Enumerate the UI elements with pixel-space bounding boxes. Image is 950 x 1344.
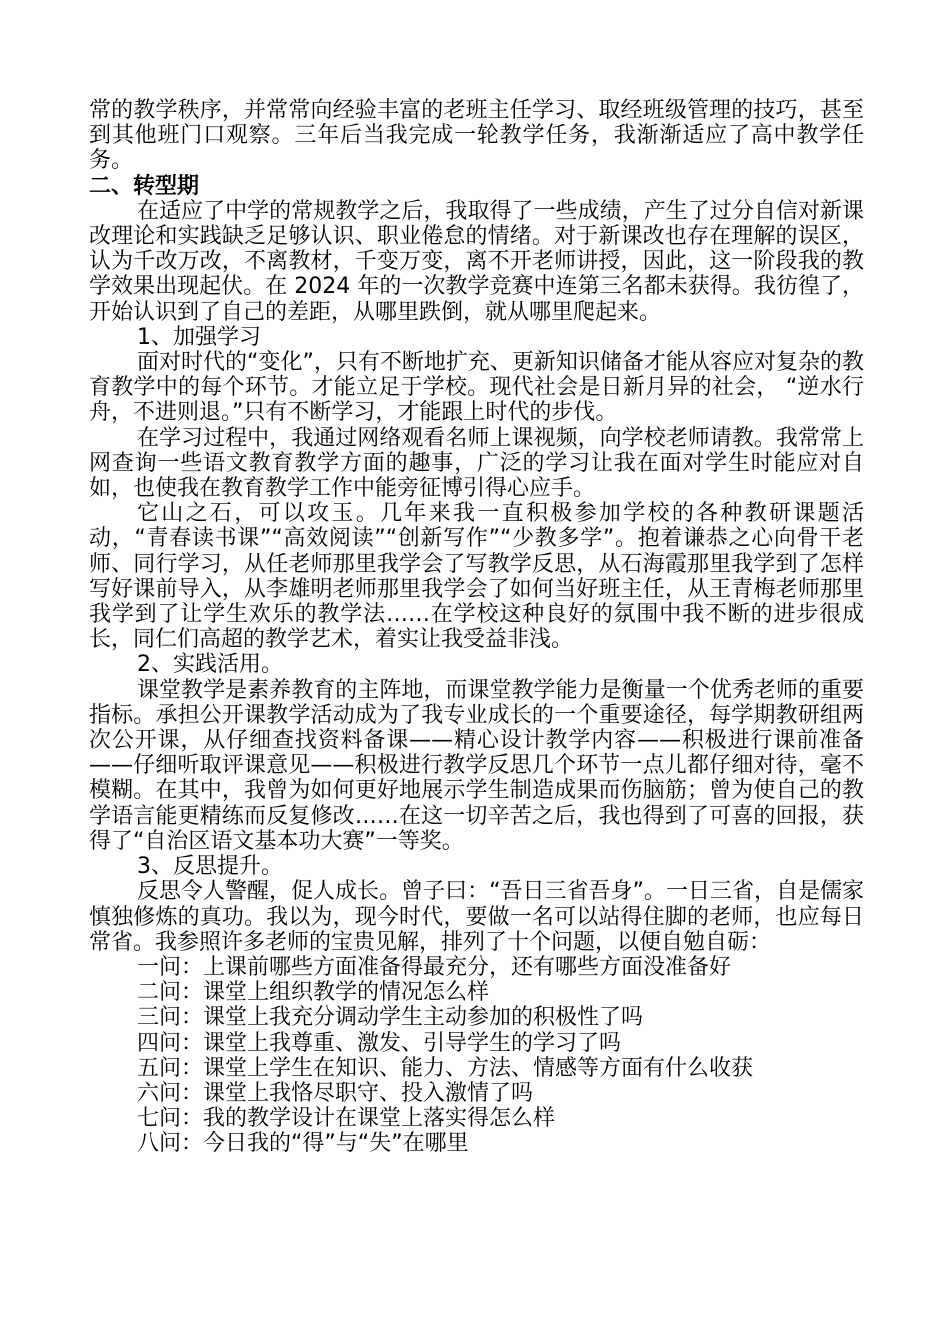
question-item: 二问：课堂上组织教学的情况怎么样 bbox=[137, 980, 490, 1006]
subsection-title-2: 2、实践活用。 bbox=[137, 652, 283, 678]
subsection-1-paragraph-3: 它山之石，可以攻玉。几年来我一直积极参加学校的各种教研课题活动，“青春读书课”“高效阅读”“创新写作”“少教多学”。抱着谦恭之心向骨干老师、同行学习，从任老师那里我学会了写教学反思，从石海霞那里我学到了怎样写好课前导入，从李雄明老师那里我学会了如何当好班主任，从王青梅老师那里我学到了让学生欢乐的教学法……在学校这种良好的氛围中我不断的进步很成长，同仁们高超的教学艺术，着实让我受益非浅。 bbox=[89, 501, 864, 653]
question-item: 八问：今日我的“得”与“失”在哪里 bbox=[137, 1131, 469, 1157]
subsection-title-3: 3、反思提升。 bbox=[137, 854, 283, 880]
subsection-title-1: 1、加强学习 bbox=[137, 324, 261, 350]
section-heading: 二、转型期 bbox=[89, 173, 200, 199]
question-item: 七问：我的教学设计在课堂上落实得怎么样 bbox=[137, 1106, 556, 1132]
question-item: 五问：课堂上学生在知识、能力、方法、情感等方面有什么收获 bbox=[137, 1055, 754, 1081]
subsection-3-paragraph-1: 反思令人警醒，促人成长。曾子曰：“吾日三省吾身”。一日三省，自是儒家慎独修炼的真功。我以为，现今时代，要做一名可以站得住脚的老师，也应每日常省。我参照许多老师的宝贵见解，排列了十个问题，以便自勉自砺： bbox=[89, 879, 864, 955]
intro-paragraph: 常的教学秩序，并常常向经验丰富的老班主任学习、取经班级管理的技巧，甚至到其他班门口观察。三年后当我完成一轮教学任务，我渐渐适应了高中教学任务。 bbox=[89, 98, 864, 174]
question-item: 一问：上课前哪些方面准备得最充分，还有哪些方面没准备好 bbox=[137, 954, 732, 980]
section-intro-paragraph: 在适应了中学的常规教学之后，我取得了一些成绩，产生了过分自信对新课改理论和实践缺乏足够认识、职业倦怠的情绪。对于新课改也存在理解的误区，认为千改万改，不离教材，千变万变，离不开老师讲授，因此，这一阶段我的教学效果出现起伏。在 2024 年的一次教学竞赛中连第三名都未获得。我彷徨了，开始认识到了自己的差距，从哪里跌倒，就从哪里爬起来。 bbox=[89, 198, 864, 325]
question-item: 四问：课堂上我尊重、激发、引导学生的学习了吗 bbox=[137, 1030, 622, 1056]
subsection-1-paragraph-1: 面对时代的“变化”，只有不断地扩充、更新知识储备才能从容应对复杂的教育教学中的每个环节。才能立足于学校。现代社会是日新月异的社会， “逆水行舟，不进则退。”只有不断学习，才能跟上时代的步伐。 bbox=[89, 350, 864, 426]
subsection-1-paragraph-2: 在学习过程中，我通过网络观看名师上课视频，向学校老师请教。我常常上网查询一些语文教育教学方面的趣事，广泛的学习让我在面对学生时能应对自如，也使我在教育教学工作中能旁征博引得心应手。 bbox=[89, 425, 864, 502]
question-item: 六问：课堂上我恪尽职守、投入激情了吗 bbox=[137, 1080, 534, 1106]
subsection-2-paragraph-1: 课堂教学是素养教育的主阵地，而课堂教学能力是衡量一个优秀老师的重要指标。承担公开课教学活动成为了我专业成长的一个重要途径，每学期教研组两次公开课，从仔细查找资料备课——精心设计教学内容——积极进行课前准备——仔细听取评课意见——积极进行教学反思几个环节一点儿都仔细对待，毫不模糊。在其中，我曾为如何更好地展示学生制造成果而伤脑筋；曾为使自己的教学语言能更精练而反复修改……在这一切辛苦之后，我也得到了可喜的回报，获得了“自治区语文基本功大赛”一等奖。 bbox=[89, 677, 864, 854]
question-item: 三问：课堂上我充分调动学生主动参加的积极性了吗 bbox=[137, 1005, 644, 1031]
document-page bbox=[89, 98, 864, 1157]
